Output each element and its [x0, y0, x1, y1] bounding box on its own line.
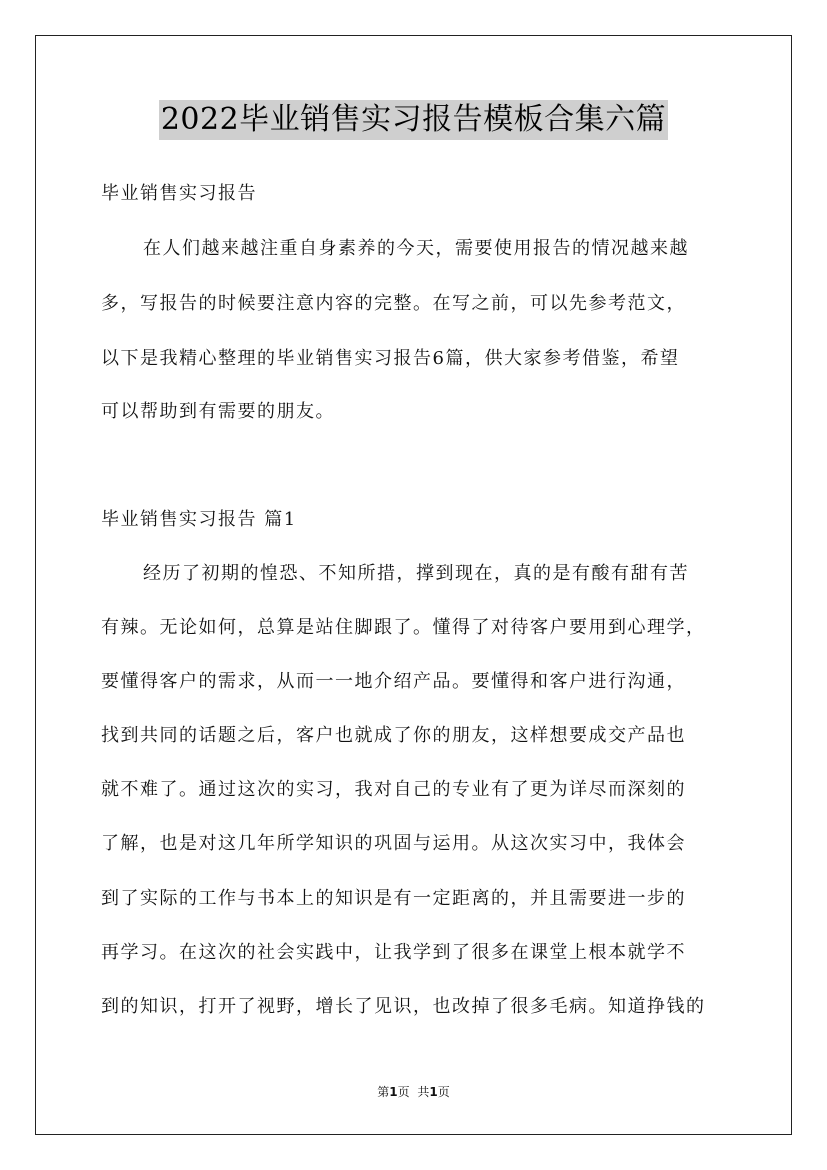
- total-suffix: 页: [437, 1085, 450, 1099]
- page-prefix: 第: [377, 1085, 390, 1099]
- paragraph-line: 到了实际的工作与书本上的知识是有一定距离的，并且需要进一步的: [101, 888, 686, 909]
- page-suffix: 页: [397, 1085, 410, 1099]
- paragraph-line: 找到共同的话题之后，客户也就成了你的朋友，这样想要成交产品也: [101, 725, 686, 746]
- paragraph-line: 经历了初期的惶恐、不知所措，撑到现在，真的是有酸有甜有苦: [143, 563, 689, 584]
- paragraph-line: 以下是我精心整理的毕业销售实习报告6篇，供大家参考借鉴，希望: [101, 348, 680, 369]
- paragraph-line: 有辣。无论如何，总算是站住脚跟了。懂得了对待客户要用到心理学，: [101, 617, 706, 638]
- paragraph-line: 多，写报告的时候要注意内容的完整。在写之前，可以先参考范文，: [101, 293, 686, 314]
- paragraph-line: 在人们越来越注重自身素养的今天，需要使用报告的情况越来越: [143, 238, 689, 259]
- paragraph-line: 要懂得客户的需求，从而一一地介绍产品。要懂得和客户进行沟通，: [101, 671, 686, 692]
- title-container: [0, 100, 827, 140]
- paragraph-line: 了解，也是对这几年所学知识的巩固与运用。从这次实习中，我体会: [101, 833, 686, 854]
- intro-heading: 毕业销售实习报告: [101, 183, 257, 204]
- page-footer: [0, 1084, 827, 1100]
- page-number: 1: [389, 1085, 398, 1099]
- section-heading: 毕业销售实习报告 篇1: [101, 509, 297, 530]
- paragraph-line: 就不难了。通过这次的实习，我对自己的专业有了更为详尽而深刻的: [101, 779, 686, 800]
- paragraph-line: 再学习。在这次的社会实践中，让我学到了很多在课堂上根本就学不: [101, 942, 686, 963]
- paragraph-line: 可以帮助到有需要的朋友。: [101, 401, 335, 422]
- total-number: 1: [429, 1085, 438, 1099]
- paragraph-line: 到的知识，打开了视野，增长了见识，也改掉了很多毛病。知道挣钱的: [101, 996, 706, 1017]
- document-title: 2022毕业销售实习报告模板合集六篇: [159, 100, 668, 140]
- total-prefix: 共: [417, 1085, 430, 1099]
